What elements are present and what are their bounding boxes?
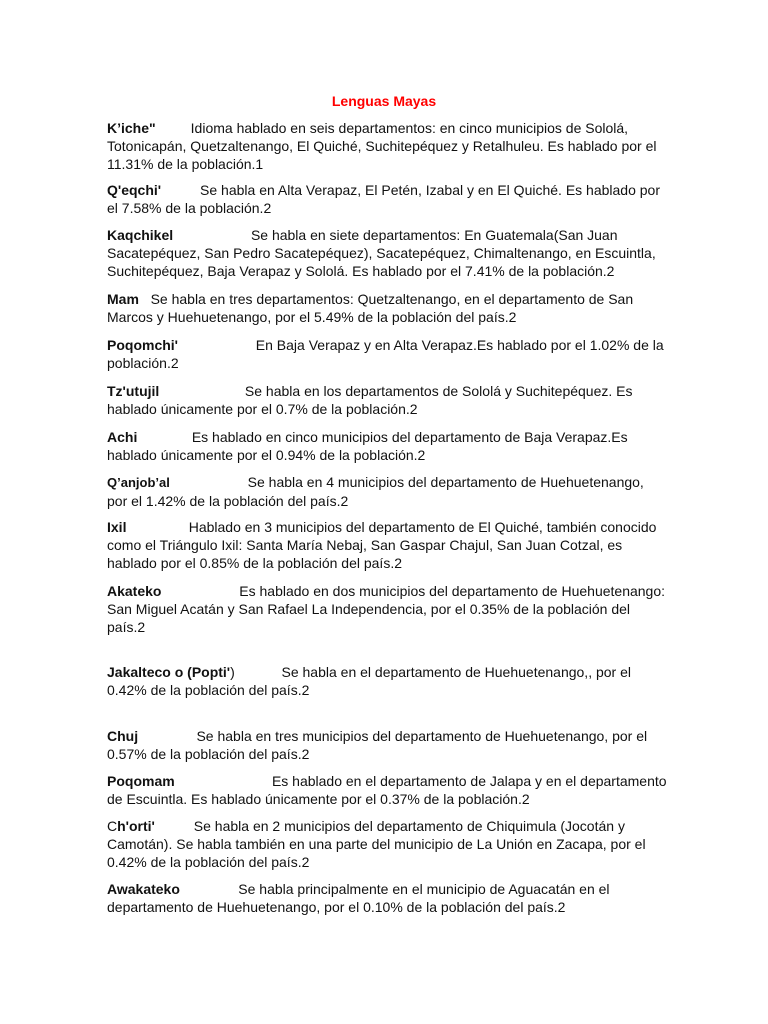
spacer: [155, 818, 194, 834]
language-entry-ixil: [107, 518, 667, 572]
language-name-suffix: ): [230, 664, 235, 680]
language-description: Se habla en 2 municipios del departamento de Chiquimula (Jocotán y Camotán). Se habla también en una parte del municipio de La Unión en Zacapa, por el 0.42% de la población del país.2: [107, 818, 650, 870]
language-entry-tzutujil: [107, 382, 667, 418]
language-name: Awakateko: [107, 881, 180, 897]
language-entry-chorti: [107, 817, 667, 871]
language-description: Se habla en 4 municipios del departamento de Huehuetenango, por el 1.42% de la población del país.2: [107, 474, 648, 509]
language-entry-achi: [107, 428, 667, 464]
language-description: Es hablado en el departamento de Jalapa y en el departamento de Escuintla. Es hablado únicamente por el 0.37% de la población.2: [107, 773, 671, 807]
language-name: Tz'utujil: [107, 383, 160, 399]
spacer: [180, 881, 238, 897]
language-entry-chuj: [107, 727, 667, 763]
language-description: Idioma hablado en seis departamentos: en cinco municipios de Sololá, Totonicapán, Quetzaltenango, El Quiché, Suchitepéquez y Retalhuleu. Es hablado por el 11.31% de la población.1: [107, 120, 661, 172]
language-description: Se habla en tres departamentos: Quetzaltenango, en el departamento de San Marcos y Huehuetenango, por el 5.49% de la población del país.2: [107, 291, 638, 325]
spacer: [138, 728, 196, 744]
spacer: [139, 291, 151, 307]
language-entry-mam: [107, 290, 667, 326]
language-entry-kaqchikel: [107, 226, 667, 280]
spacer: [156, 120, 191, 136]
language-entry-awakateko: [107, 880, 667, 916]
language-description: Es hablado en cinco municipios del departamento de Baja Verapaz.Es hablado únicamente por el 0.94% de la población.2: [107, 429, 632, 463]
language-name: Mam: [107, 291, 139, 307]
language-description: Es hablado en dos municipios del departamento de Huehuetenango: San Miguel Acatán y San Rafael La Independencia, por el 0.35% de la población del país.2: [107, 583, 669, 635]
language-description: Se habla en el departamento de Huehuetenango,, por el 0.42% de la población del país.2: [107, 664, 635, 698]
language-name: h'orti': [117, 818, 155, 834]
language-name: Q’anjob’al: [107, 475, 170, 490]
spacer: [178, 337, 256, 353]
spacer: [137, 429, 191, 445]
spacer: [161, 182, 200, 198]
spacer: [235, 664, 282, 680]
language-description: En Baja Verapaz y en Alta Verapaz.Es hablado por el 1.02% de la población.2: [107, 337, 668, 371]
language-entry-akateko: [107, 582, 667, 636]
language-name: Poqomam: [107, 773, 175, 789]
language-name: Q'eqchi': [107, 182, 162, 198]
language-name: Poqomchi': [107, 337, 178, 353]
spacer: [170, 474, 248, 490]
language-description: Se habla principalmente en el municipio de Aguacatán en el departamento de Huehuetenango, por el 0.10% de la población del país.2: [107, 881, 614, 915]
spacer: [175, 773, 272, 789]
language-name: K’iche": [107, 120, 156, 136]
language-name: Ixil: [107, 519, 127, 535]
language-name-prefix: C: [107, 818, 118, 834]
spacer: [161, 583, 239, 599]
language-description: Se habla en los departamentos de Sololá y Suchitepéquez. Es hablado únicamente por el 0.7% de la población.2: [107, 383, 637, 417]
spacer: [173, 227, 251, 243]
language-entry-qeqchi: [107, 181, 667, 217]
language-name: Kaqchikel: [107, 227, 174, 243]
language-name: Jakalteco o (Popti': [107, 664, 231, 680]
language-description: Se habla en Alta Verapaz, El Petén, Izabal y en El Quiché. Es hablado por el 7.58% de la población.2: [107, 182, 664, 216]
language-name: Achi: [107, 429, 138, 445]
language-entry-poqomam: [107, 772, 671, 808]
language-description: Se habla en tres municipios del departamento de Huehuetenango, por el 0.57% de la población del país.2: [107, 728, 651, 762]
language-entry-poqomchi: [107, 336, 667, 372]
language-description: Se habla en siete departamentos: En Guatemala(San Juan Sacatepéquez, San Pedro Sacatepéquez), Sacatepéquez, Chimaltenango, en Escuintla, Suchitepéquez, Baja Verapaz y Sololá. Es hablado por el 7.41% de la población.2: [107, 227, 660, 279]
language-entry-qanjobal: [107, 473, 667, 510]
language-name: Chuj: [107, 728, 139, 744]
language-name: Akateko: [107, 583, 162, 599]
spacer: [159, 383, 245, 399]
language-entry-jakalteco: [107, 663, 667, 699]
language-entry-kiche: [107, 119, 667, 173]
document-title: Lenguas Mayas: [331, 93, 437, 109]
spacer: [126, 519, 188, 535]
language-description: Hablado en 3 municipios del departamento de El Quiché, también conocido como el Triángulo Ixil: Santa María Nebaj, San Gaspar Chajul, San Juan Cotzal, es hablado por el 0.85% de la población del país.2: [107, 519, 661, 571]
